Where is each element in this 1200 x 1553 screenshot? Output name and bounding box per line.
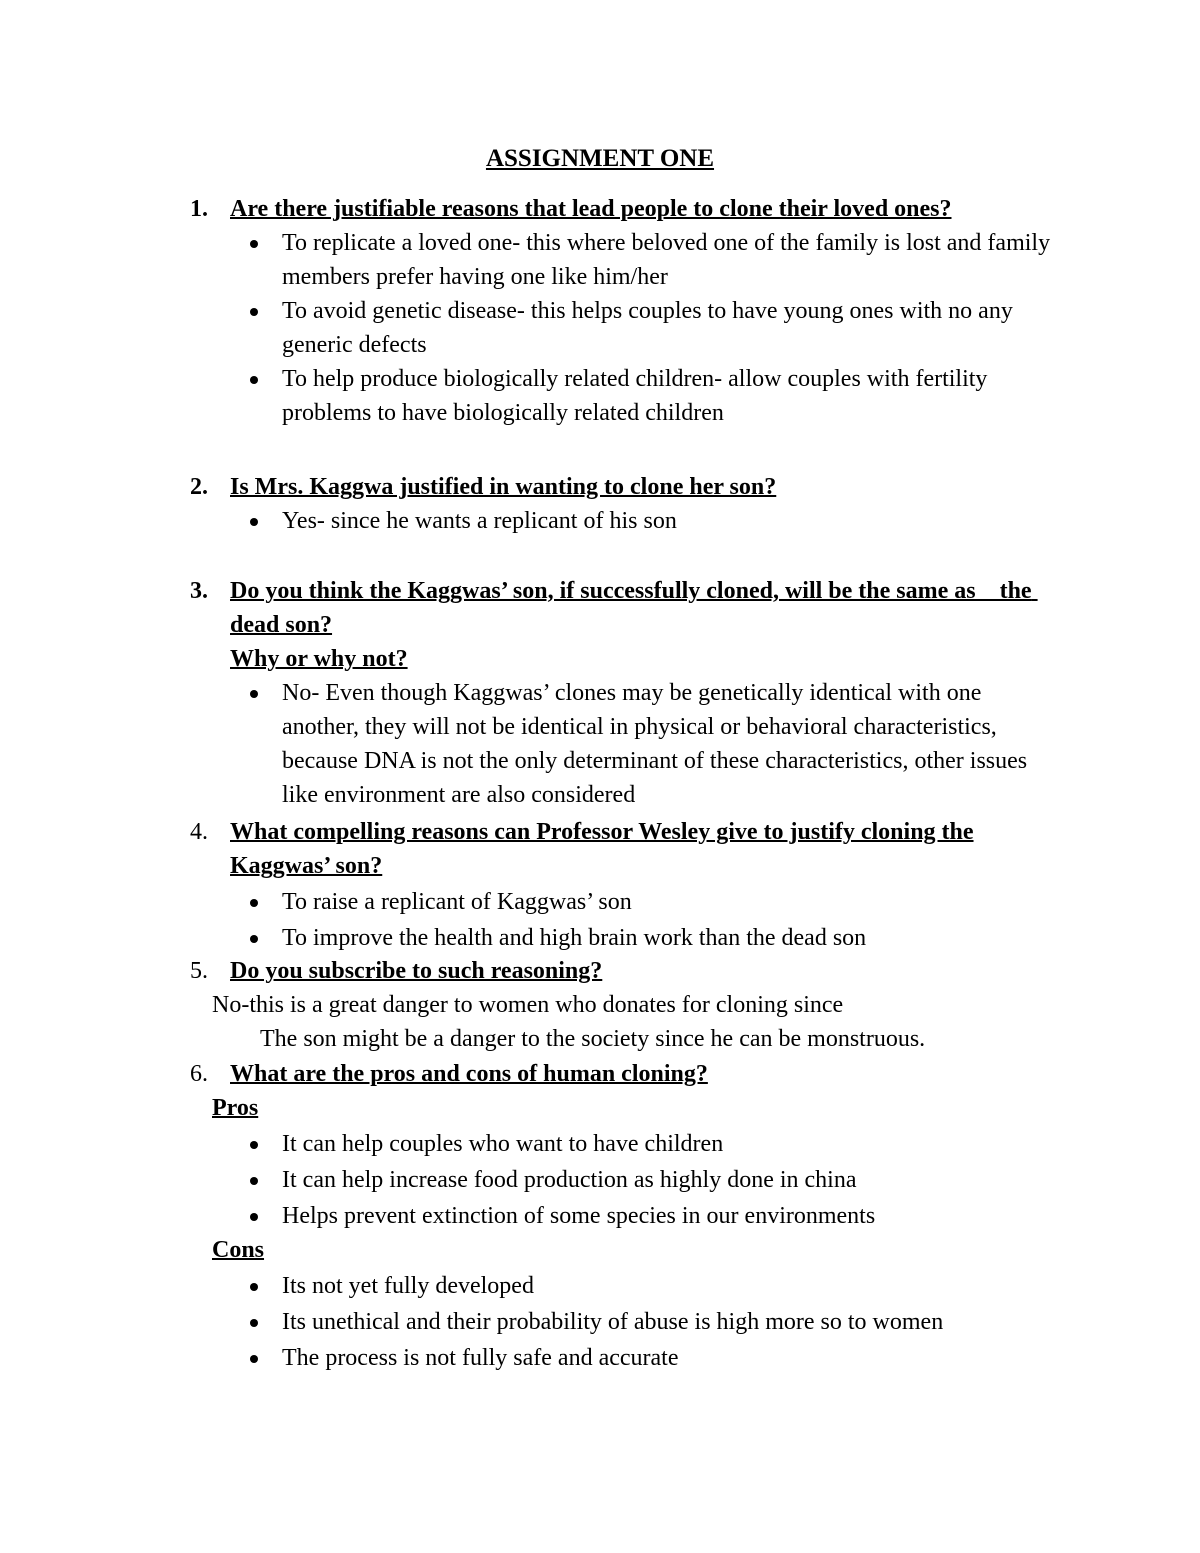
bullet-icon [250, 690, 258, 698]
bullet-icon [250, 935, 258, 943]
list-item: Helps prevent extinction of some species in our environments [0, 1199, 1062, 1233]
bullet-icon [250, 376, 258, 384]
list-item: Its not yet fully developed [0, 1269, 1062, 1303]
list-item: To improve the health and high brain work than the dead son [0, 921, 1062, 955]
bullet-icon [250, 1283, 258, 1291]
question-5-heading [0, 954, 1070, 988]
question-number: 1. [190, 196, 208, 222]
question-number: 3. [190, 578, 208, 604]
list-item: Its unethical and their probability of abuse is high more so to women [0, 1305, 1062, 1339]
bullet-icon [250, 240, 258, 248]
page-title: ASSIGNMENT ONE [485, 145, 715, 172]
bullet-icon [250, 1319, 258, 1327]
question-text: Is Mrs. Kaggwa justified in wanting to clone her son? [230, 474, 777, 500]
cons-heading: Cons [212, 1237, 265, 1263]
answer-text: The son might be a danger to the society since he can be monstruous. [260, 1026, 926, 1052]
answer-list [0, 226, 1200, 430]
list-item: It can help couples who want to have children [0, 1127, 1062, 1161]
cons-list [0, 1269, 1200, 1375]
bullet-icon [250, 308, 258, 316]
question-5 [0, 954, 1200, 1056]
subquestion: Why or why not? [230, 646, 408, 672]
answer-text: No-this is a great danger to women who donates for cloning since [212, 992, 844, 1018]
question-text: Are there justifiable reasons that lead people to clone their loved ones? [230, 196, 952, 222]
question-text: Do you think the Kaggwas’ son, if successfully cloned, will be the same as the dead son? [230, 578, 1038, 638]
question-number: 4. [190, 819, 208, 845]
pros-heading: Pros [212, 1095, 259, 1121]
list-item: To help produce biologically related children- allow couples with fertility problems to have biologically related children [0, 362, 1062, 430]
question-3-heading [0, 574, 1070, 642]
bullet-icon [250, 1177, 258, 1185]
question-2-heading [0, 470, 1070, 504]
list-item: The process is not fully safe and accurate [0, 1341, 1062, 1375]
bullet-icon [250, 1213, 258, 1221]
question-text: Do you subscribe to such reasoning? [230, 958, 603, 984]
question-6 [0, 1057, 1200, 1375]
question-6-heading [0, 1057, 1070, 1091]
answer-list [0, 885, 1200, 955]
bullet-icon [250, 1355, 258, 1363]
bullet-icon [250, 899, 258, 907]
question-2 [0, 470, 1200, 538]
question-1-heading [0, 192, 1070, 226]
list-item: It can help increase food production as highly done in china [0, 1163, 1062, 1197]
pros-list [0, 1127, 1200, 1233]
bullet-icon [250, 518, 258, 526]
question-1 [0, 192, 1200, 430]
question-4-heading [0, 815, 1070, 883]
question-number: 2. [190, 474, 208, 500]
question-text: What compelling reasons can Professor Wesley give to justify cloning the Kaggwas’ son? [230, 819, 974, 879]
question-4 [0, 815, 1200, 955]
question-number: 5. [190, 958, 208, 984]
list-item: To avoid genetic disease- this helps couples to have young ones with no any generic defects [0, 294, 1062, 362]
question-text: What are the pros and cons of human cloning? [230, 1061, 708, 1087]
list-item: To replicate a loved one- this where beloved one of the family is lost and family members prefer having one like him/her [0, 226, 1062, 294]
answer-list [0, 676, 1200, 812]
question-3 [0, 574, 1200, 812]
list-item: To raise a replicant of Kaggwas’ son [0, 885, 1062, 919]
list-item: No- Even though Kaggwas’ clones may be genetically identical with one another, they will not be identical in physical or behavioral characteristics, because DNA is not the only determinant of these characteristics, other issues like environment are also considered [0, 676, 1062, 812]
question-number: 6. [190, 1061, 208, 1087]
answer-list [0, 504, 1200, 538]
list-item: Yes- since he wants a replicant of his son [0, 504, 1062, 538]
bullet-icon [250, 1141, 258, 1149]
